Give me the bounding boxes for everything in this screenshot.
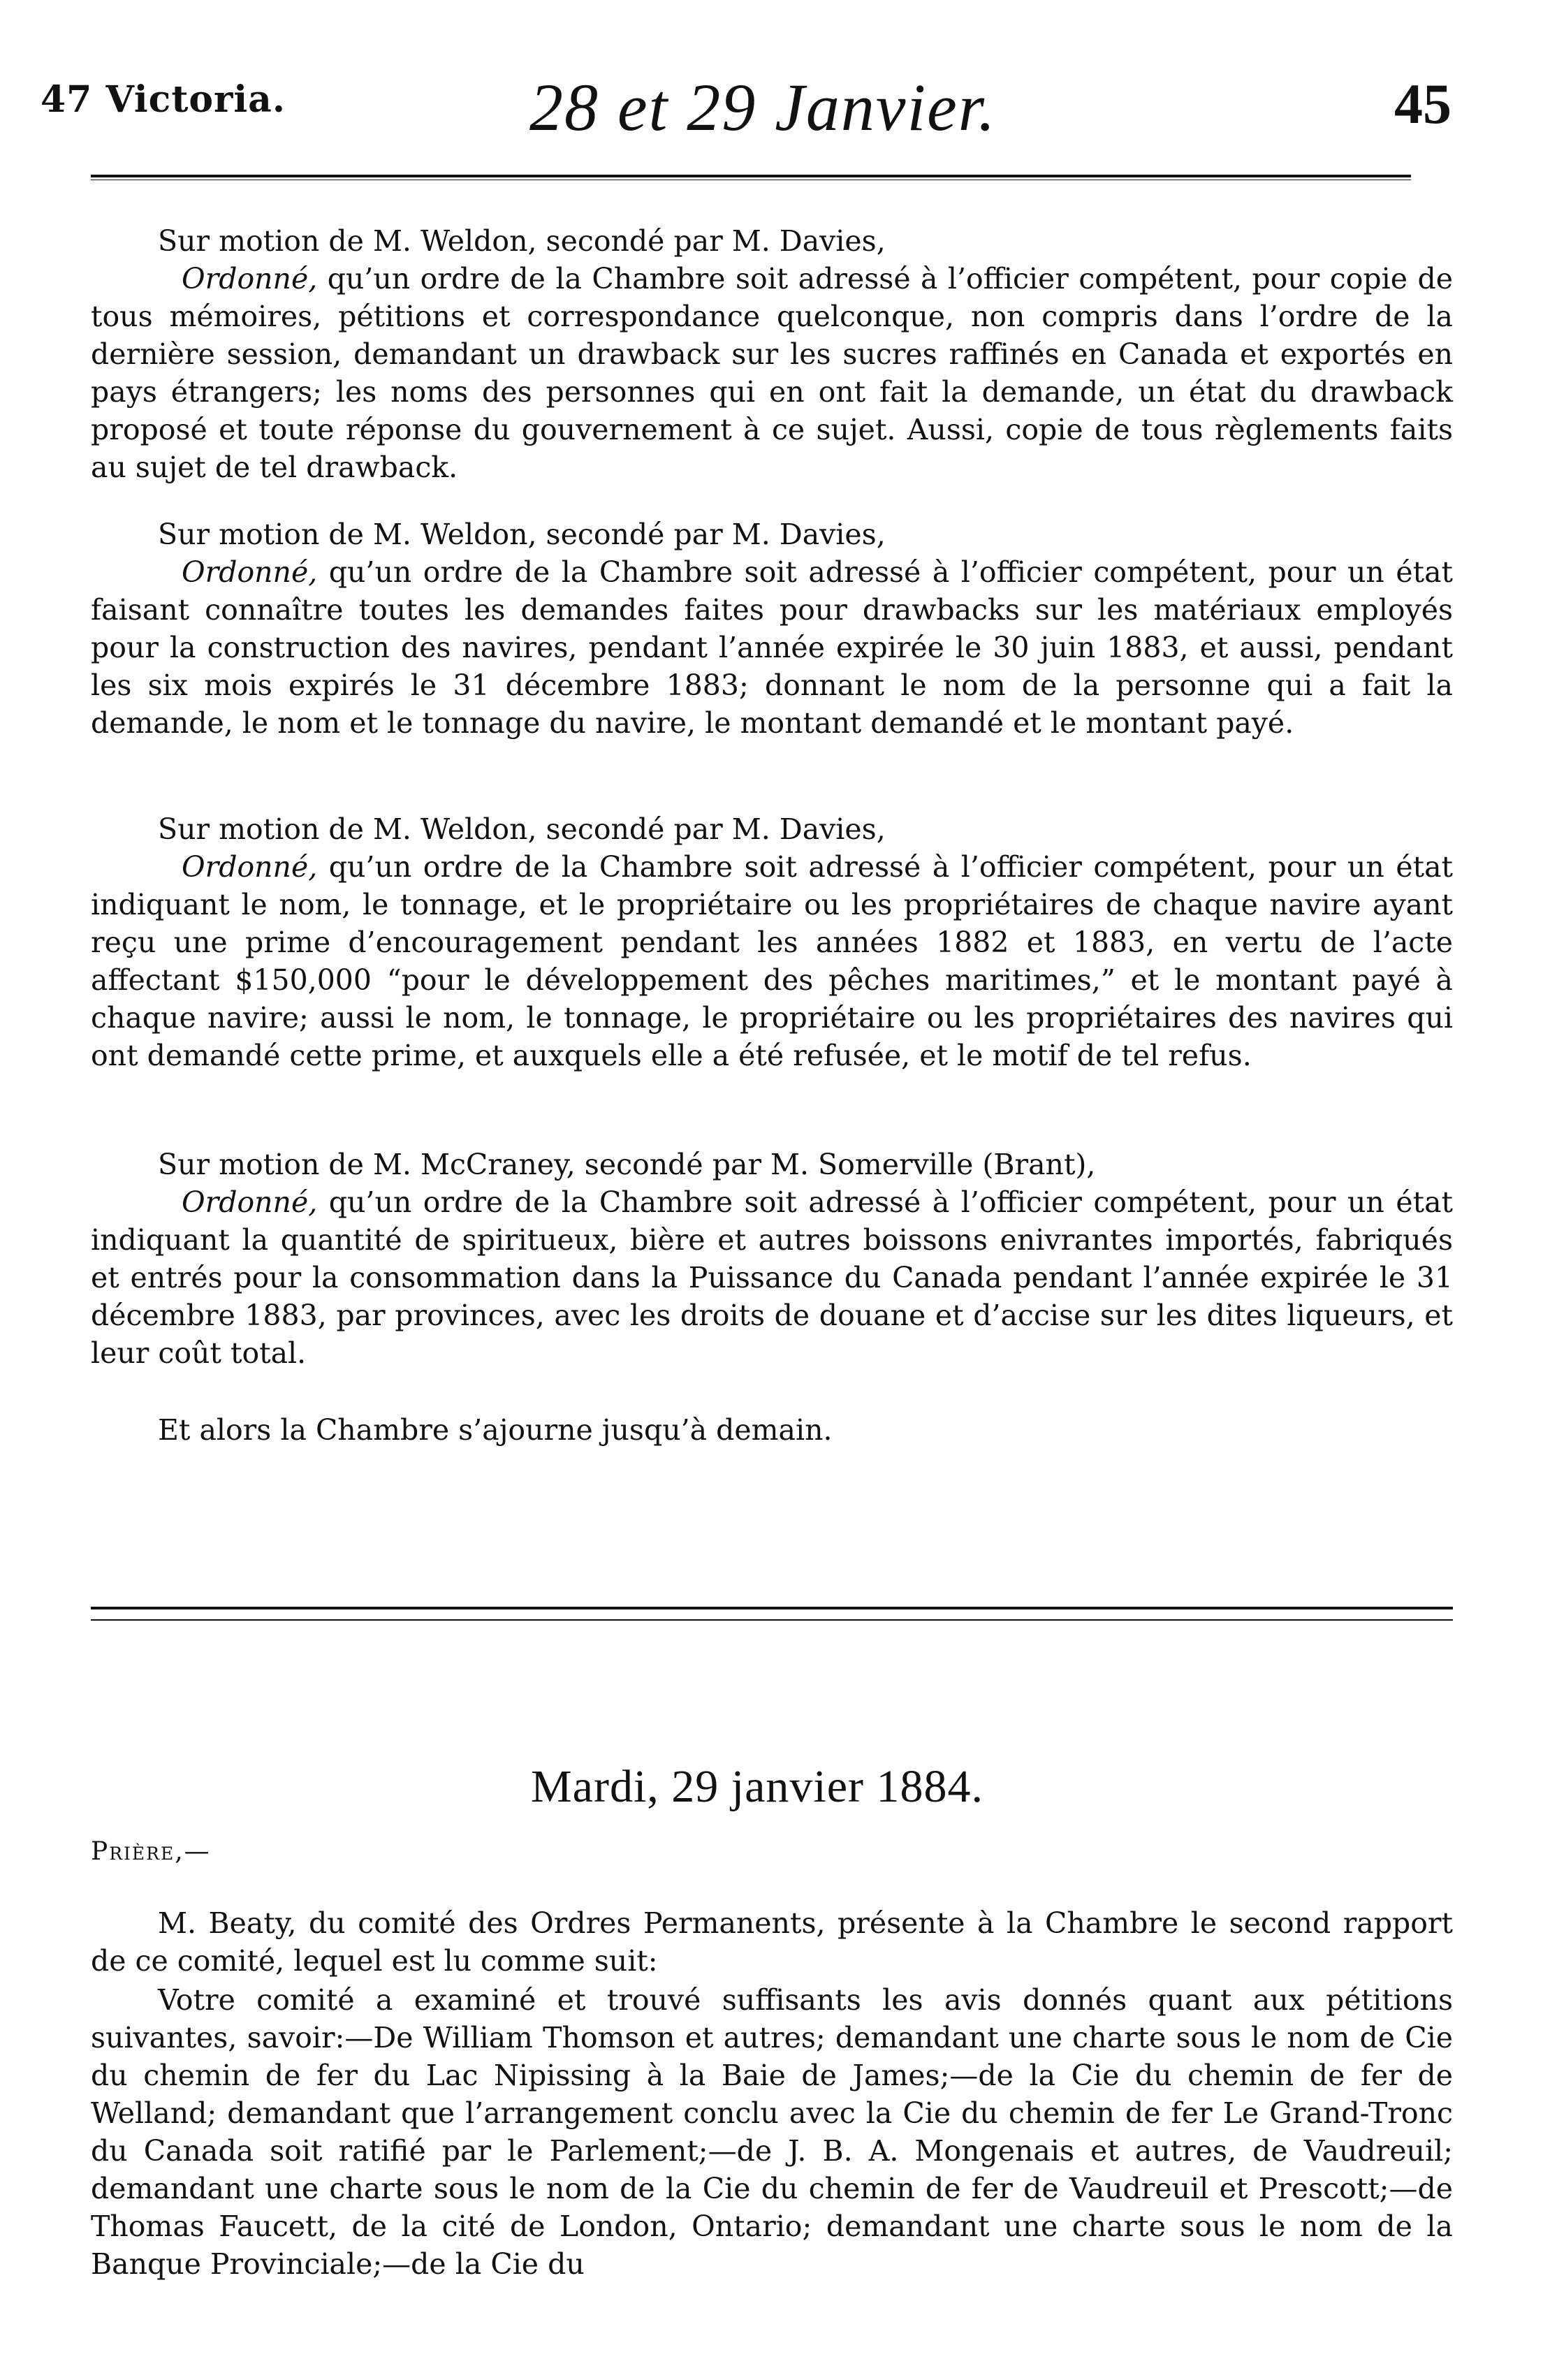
date-heading: 28 et 29 Janvier. [529,70,997,145]
motion-line: Sur motion de M. McCraney, secondé par M. Somerville (Brant), [158,1148,1096,1181]
motion-line: Sur motion de M. Weldon, secondé par M. Davies, [158,224,886,258]
ordonne-label: Ordonné, [182,262,318,295]
priere-label: Prière,— [91,1837,211,1866]
order-body: qu’un ordre de la Chambre soit adressé à l’officier compétent, pour un état indiquant la quantité de spiritueux, bière et autres boissons enivrantes importés, fabriqués et entrés pour la consommation dans la Puissance du Canada pendant l’année expirée le 31 décembre 1883, par provinces, avec les droits de douane et d’accise sur les dites liqueurs, et leur coût total. [91,1185,1453,1370]
order-text [91,553,1453,742]
ordonne-label: Ordonné, [182,555,318,589]
order-body: qu’un ordre de la Chambre soit adressé à l’officier compétent, pour copie de tous mémoires, pétitions et correspondance quelconque, non compris dans l’ordre de la dernière session, demandant un drawback sur les sucres raffinés en Canada et exportés en pays étrangers; les noms des personnes qui en ont fait la demande, un état du drawback proposé et toute réponse du gouvernement à ce sujet. Aussi, copie de tous règlements faits au sujet de tel drawback. [91,262,1453,484]
section-rule-thin [91,1619,1453,1621]
sitting-date: Mardi, 29 janvier 1884. [531,1761,984,1812]
adjournment-line: Et alors la Chambre s’ajourne jusqu’à demain. [158,1413,833,1447]
session-label: 47 Victoria. [41,78,286,121]
order-text [91,848,1453,1074]
motion-paragraph-1 [91,222,1453,486]
motion-line: Sur motion de M. Weldon, secondé par M. Davies, [158,518,886,551]
motion-paragraph-2 [91,516,1453,742]
motion-paragraph-4 [91,1146,1453,1372]
report-intro: M. Beaty, du comité des Ordres Permanents, présente à la Chambre le second rapport de ce comité, lequel est lu comme suit: [91,1906,1453,1978]
header-rule [91,175,1411,177]
report-body: Votre comité a examiné et trouvé suffisants les avis donnés quant aux pétitions suivantes, savoir:—De William Thomson et autres; demandant une charte sous le nom de Cie du chemin de fer du Lac Nipissing à la Baie de James;—de la Cie du chemin de fer de Welland; demandant que l’arrangement conclu avec la Cie du chemin de fer Le Grand-Tronc du Canada soit ratifié par le Parlement;—de J. B. A. Mongenais et autres, de Vaudreuil; demandant une charte sous le nom de la Cie du chemin de fer de Vaudreuil et Prescott;—de Thomas Faucett, de la cité de London, Ontario; demandant une charte sous le nom de la Banque Provinciale;—de la Cie du [91,1983,1453,2281]
order-text [91,260,1453,486]
ordonne-label: Ordonné, [182,850,318,884]
order-body: qu’un ordre de la Chambre soit adressé à l’officier compétent, pour un état faisant connaître toutes les demandes faites pour drawbacks sur les matériaux employés pour la construction des navires, pendant l’année expirée le 30 juin 1883, et aussi, pendant les six mois expirés le 31 décembre 1883; donnant le nom de la personne qui a fait la demande, le nom et le tonnage du navire, le montant demandé et le montant payé. [91,555,1453,740]
ordonne-label: Ordonné, [182,1185,318,1219]
order-body: qu’un ordre de la Chambre soit adressé à l’officier compétent, pour un état indiquant le nom, le tonnage, et le propriétaire ou les propriétaires de chaque navire ayant reçu une prime d’encouragement pendant les années 1882 et 1883, en vertu de l’acte affectant $150,000 “pour le développement des pêches maritimes,” et le montant payé à chaque navire; aussi le nom, le tonnage, le propriétaire ou les propriétaires des navires qui ont demandé cette prime, et auxquels elle a été refusée, et le motif de tel refus. [91,850,1453,1072]
page-header [41,68,1451,145]
page-number: 45 [1394,72,1451,136]
motion-paragraph-3 [91,810,1453,1074]
motion-line: Sur motion de M. Weldon, secondé par M. Davies, [158,812,886,846]
section-rule-thick [91,1607,1453,1609]
order-text [91,1183,1453,1372]
